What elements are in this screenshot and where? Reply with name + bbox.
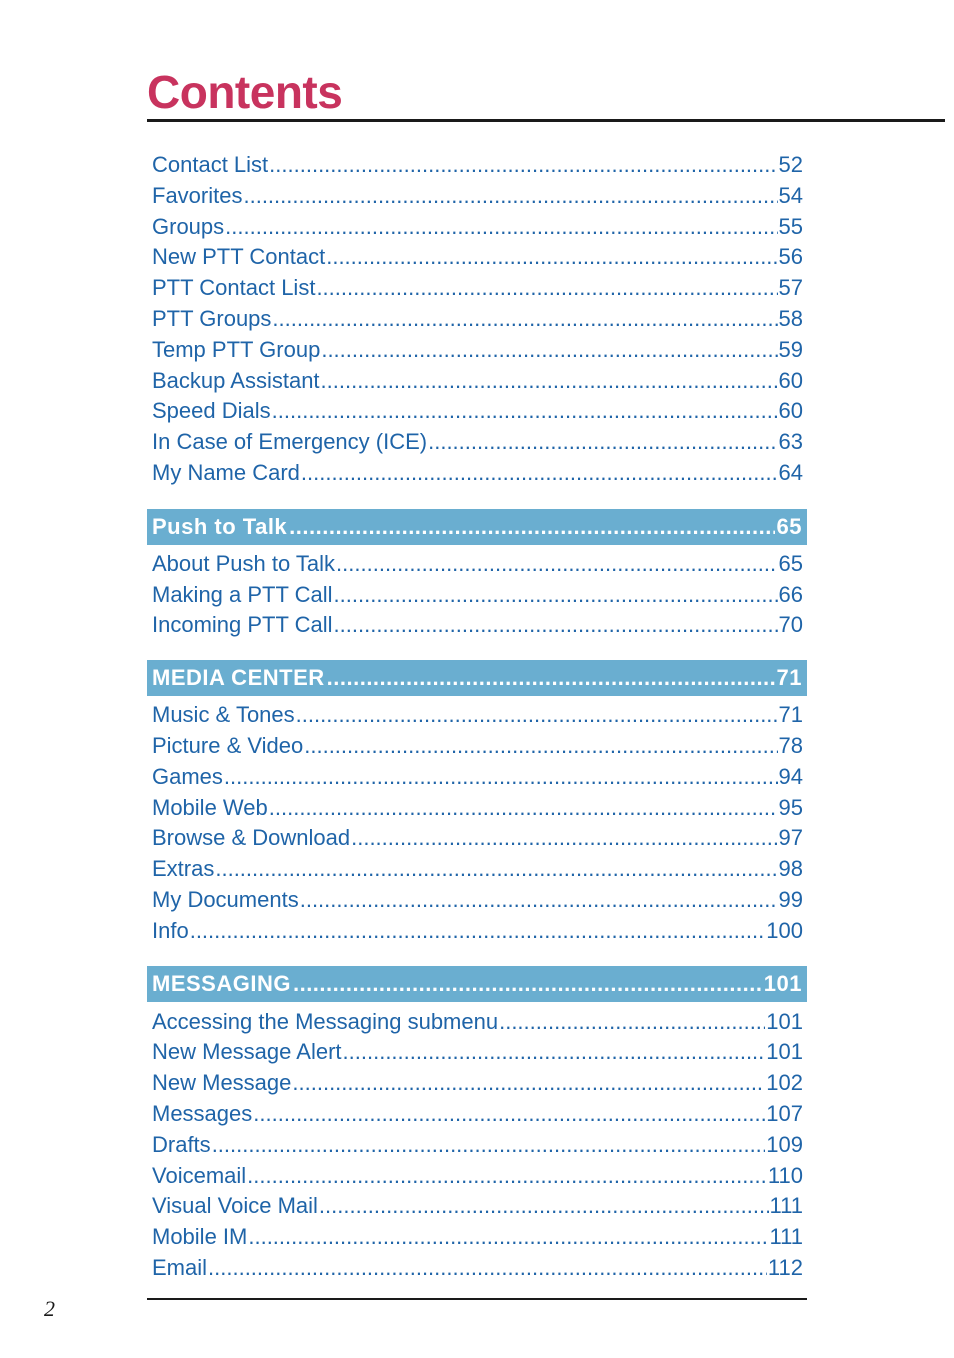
- toc-entry-label: Making a PTT Call: [152, 581, 333, 607]
- toc-entry[interactable]: [147, 150, 807, 181]
- toc-group-media-center: [147, 660, 807, 946]
- toc-entry[interactable]: [147, 212, 807, 243]
- toc-entry[interactable]: [147, 854, 807, 885]
- dot-leader: [301, 458, 778, 489]
- toc-entry-page: 94: [778, 763, 803, 789]
- dot-leader: [224, 762, 778, 793]
- toc-entry-page: 98: [778, 856, 803, 882]
- toc-entry[interactable]: [147, 273, 807, 304]
- toc-entry-label: Browse & Download: [152, 825, 351, 851]
- toc-entry[interactable]: [147, 242, 807, 273]
- toc-entry-label: Speed Dials: [152, 398, 271, 424]
- section-header-page: 101: [763, 970, 802, 996]
- dot-leader: [212, 1130, 766, 1161]
- toc-entry[interactable]: [147, 335, 807, 366]
- toc-entry[interactable]: [147, 916, 807, 947]
- page-number: 2: [44, 1296, 55, 1321]
- toc-entry[interactable]: [147, 762, 807, 793]
- dot-leader: [253, 1099, 765, 1130]
- toc-entry[interactable]: [147, 1161, 807, 1192]
- dot-leader: [269, 793, 778, 824]
- toc-entry-page: 54: [778, 182, 803, 208]
- dot-leader: [208, 1253, 767, 1284]
- toc-entry[interactable]: [147, 1253, 807, 1284]
- dot-leader: [190, 916, 766, 947]
- dot-leader: [292, 1068, 765, 1099]
- toc-entry-page: 56: [778, 244, 803, 270]
- toc-entry-label: In Case of Emergency (ICE): [152, 429, 428, 455]
- dot-leader: [215, 854, 777, 885]
- dot-leader: [296, 700, 778, 731]
- table-of-contents: [147, 150, 807, 1284]
- toc-entry-page: 111: [769, 1193, 803, 1219]
- dot-leader: [321, 366, 778, 397]
- toc-group-messaging: [147, 966, 807, 1284]
- section-header-messaging[interactable]: [147, 966, 807, 1002]
- toc-entry[interactable]: [147, 610, 807, 641]
- toc-entry-page: 97: [778, 825, 803, 851]
- toc-entry-page: 58: [778, 305, 803, 331]
- toc-entry[interactable]: [147, 396, 807, 427]
- dot-leader: [272, 304, 777, 335]
- toc-entry-label: Mobile Web: [152, 794, 268, 820]
- toc-entry-label: About Push to Talk: [152, 550, 336, 576]
- toc-entry[interactable]: [147, 1068, 807, 1099]
- toc-entry-page: 70: [778, 612, 803, 638]
- toc-entry-page: 95: [778, 794, 803, 820]
- toc-entry-label: Email: [152, 1254, 208, 1280]
- toc-entry-label: PTT Contact List: [152, 275, 316, 301]
- toc-entry[interactable]: [147, 458, 807, 489]
- section-header-label: MEDIA CENTER: [152, 665, 325, 691]
- dot-leader: [247, 1161, 767, 1192]
- toc-entry-label: Music & Tones: [152, 702, 295, 728]
- toc-entry-label: Picture & Video: [152, 732, 304, 758]
- section-header-label: Push to Talk: [152, 513, 288, 539]
- toc-entry-label: Groups: [152, 213, 225, 239]
- toc-entry-label: Messages: [152, 1100, 253, 1126]
- footer-divider: [147, 1298, 807, 1300]
- toc-entry-page: 99: [778, 886, 803, 912]
- toc-entry-page: 60: [778, 398, 803, 424]
- toc-entry-label: Info: [152, 917, 189, 943]
- dot-leader: [343, 1037, 766, 1068]
- toc-entry-label: Incoming PTT Call: [152, 612, 333, 638]
- toc-entry-label: New Message Alert: [152, 1039, 342, 1065]
- toc-entry[interactable]: [147, 1130, 807, 1161]
- toc-entry[interactable]: [147, 549, 807, 580]
- toc-entry[interactable]: [147, 366, 807, 397]
- toc-entry-label: Contact List: [152, 152, 269, 177]
- toc-entry-label: Temp PTT Group: [152, 336, 321, 362]
- dot-leader: [351, 823, 777, 854]
- dot-leader: [225, 212, 777, 243]
- toc-entry-page: 111: [769, 1224, 803, 1250]
- dot-leader: [316, 273, 777, 304]
- toc-entry-page: 57: [778, 275, 803, 301]
- dot-leader: [326, 242, 777, 273]
- toc-entry-page: 109: [766, 1131, 803, 1157]
- section-header-push-to-talk[interactable]: [147, 509, 807, 545]
- toc-entry-label: Extras: [152, 856, 215, 882]
- section-header-label: MESSAGING: [152, 970, 291, 996]
- toc-entry-page: 71: [778, 702, 803, 728]
- section-header-page: 71: [776, 665, 802, 691]
- toc-entry-label: Favorites: [152, 182, 243, 208]
- toc-entry[interactable]: [147, 793, 807, 824]
- toc-entry[interactable]: [147, 580, 807, 611]
- toc-entry-label: Backup Assistant: [152, 367, 320, 393]
- toc-entry-label: Mobile IM: [152, 1224, 248, 1250]
- dot-leader: [334, 610, 778, 641]
- toc-entry[interactable]: [147, 1007, 807, 1038]
- dot-leader: [289, 514, 774, 540]
- dot-leader: [321, 335, 777, 366]
- toc-entry[interactable]: [147, 304, 807, 335]
- toc-entry[interactable]: [147, 1222, 807, 1253]
- toc-entry[interactable]: [147, 700, 807, 731]
- toc-entry[interactable]: [147, 1037, 807, 1068]
- toc-entry-page: 101: [766, 1039, 803, 1065]
- dot-leader: [269, 150, 777, 181]
- toc-entry[interactable]: [147, 427, 807, 458]
- toc-entry-label: My Name Card: [152, 459, 300, 485]
- toc-entry[interactable]: [147, 1191, 807, 1222]
- toc-entry[interactable]: [147, 731, 807, 762]
- toc-entry-label: New Message: [152, 1070, 292, 1096]
- dot-leader: [293, 971, 762, 997]
- dot-leader: [304, 731, 777, 762]
- toc-entry-page: 102: [766, 1070, 803, 1096]
- toc-entry-page: 100: [766, 917, 803, 943]
- toc-group-push-to-talk: [147, 509, 807, 641]
- dot-leader: [336, 549, 777, 580]
- toc-entry[interactable]: [147, 181, 807, 212]
- toc-entry-label: Visual Voice Mail: [152, 1193, 318, 1219]
- toc-entry-page: 64: [778, 459, 803, 485]
- dot-leader: [499, 1007, 765, 1038]
- toc-entry[interactable]: [147, 885, 807, 916]
- dot-leader: [300, 885, 778, 916]
- toc-entry[interactable]: [147, 823, 807, 854]
- toc-entry-page: 112: [767, 1254, 803, 1280]
- page-title: Contents: [147, 66, 343, 118]
- toc-entry-page: 66: [778, 581, 803, 607]
- toc-entry-page: 59: [778, 336, 803, 362]
- toc-entry-label: My Documents: [152, 886, 299, 912]
- toc-entry-page: 107: [766, 1100, 803, 1126]
- toc-entry-page: 65: [778, 550, 803, 576]
- toc-entry-page: 60: [778, 367, 803, 393]
- title-divider: [147, 119, 945, 122]
- toc-entry-page: 52: [778, 152, 803, 177]
- toc-entry-page: 63: [778, 429, 803, 455]
- toc-entry-page: 101: [766, 1008, 803, 1034]
- dot-leader: [319, 1191, 769, 1222]
- dot-leader: [272, 396, 778, 427]
- dot-leader: [327, 665, 775, 691]
- section-header-media-center[interactable]: [147, 660, 807, 696]
- toc-group-contacts: [147, 150, 807, 489]
- toc-entry-page: 55: [778, 213, 803, 239]
- toc-entry-label: Drafts: [152, 1131, 211, 1157]
- dot-leader: [243, 181, 777, 212]
- dot-leader: [248, 1222, 768, 1253]
- toc-entry-label: Games: [152, 763, 223, 789]
- toc-entry-label: Accessing the Messaging submenu: [152, 1008, 499, 1034]
- toc-entry-label: PTT Groups: [152, 305, 272, 331]
- toc-entry-page: 78: [778, 732, 803, 758]
- toc-entry-page: 110: [767, 1162, 803, 1188]
- dot-leader: [334, 580, 778, 611]
- section-header-page: 65: [776, 513, 802, 539]
- toc-entry-label: New PTT Contact: [152, 244, 326, 270]
- dot-leader: [428, 427, 777, 458]
- toc-entry[interactable]: [147, 1099, 807, 1130]
- toc-entry-label: Voicemail: [152, 1162, 247, 1188]
